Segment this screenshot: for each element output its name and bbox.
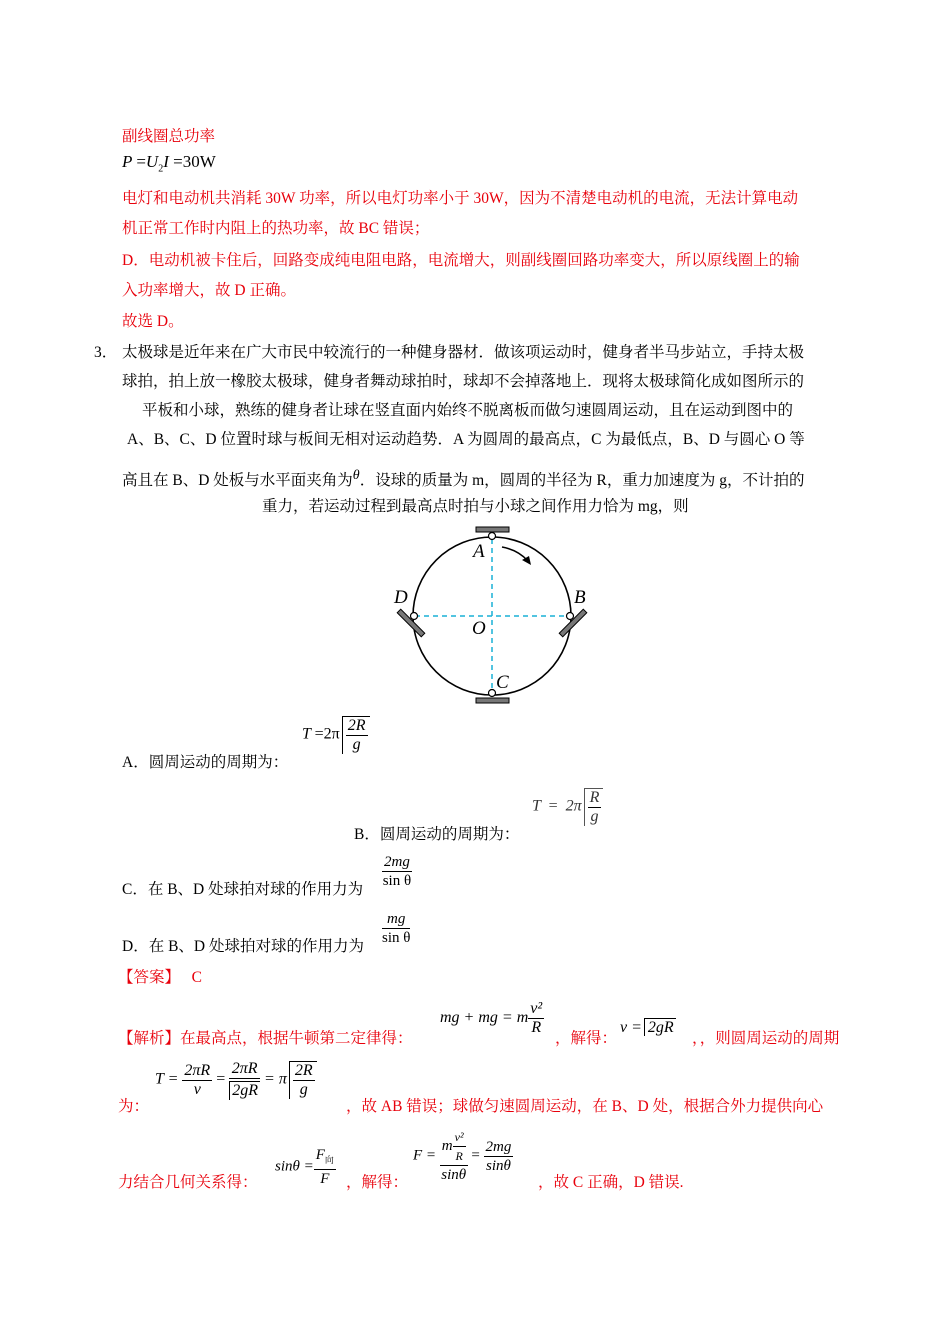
option-b-label: B．圆周运动的周期为： — [354, 826, 520, 843]
label-d: D — [394, 587, 408, 608]
text-line: 电灯和电动机共消耗 30W 功率，所以电灯功率小于 30W，因为不清楚电动机的电流，无法计算电动 — [122, 190, 799, 207]
text-line: D．电动机被卡住后，回路变成纯电阻电路，电流增大，则副线圈回路功率变大，所以原线圈上的输 — [122, 252, 800, 269]
label-b: B — [574, 587, 586, 608]
analysis-line: 【解析】在最高点，根据牛顿第二定律得： — [118, 1030, 413, 1047]
analysis-label: 【解析】 — [118, 1030, 181, 1047]
text-line: 机正常工作时内阻上的热功率，故 BC 错误； — [122, 220, 430, 237]
analysis-text: ，，则圆周运动的周期 — [692, 1030, 840, 1047]
option-a-formula: T =2π $\frac{2R}{g}$ — [302, 716, 370, 754]
analysis-formula-force: F = m $\frac{\text{v²}}{R}$ sinθ = $\frac{2mg}{\sin\theta}$ — [413, 1130, 512, 1183]
question-line: A、B、C、D 位置时球与板间无相对运动趋势．A 为圆周的最高点，C 为最低点，B、D 与圆心 O 等 — [127, 431, 805, 448]
analysis-text: ，解得： — [555, 1030, 618, 1047]
formula-power: $P =U_2I =30W$ — [122, 152, 216, 175]
analysis-formula-newton: mg + mg = m $\frac{\text{v²}}{R}$ — [440, 1000, 543, 1036]
analysis-text: 为： — [118, 1098, 150, 1115]
question-line: 高且在 B、D 处板与水平面夹角为θ．设球的质量为 m，圆周的半径为 R，重力加速度为 g，不计拍的 — [122, 468, 805, 489]
label-a: A — [473, 541, 485, 562]
analysis-formula-period: T = $\frac{2\pi R}{v}$ = $\frac{2\pi R}{2gR}$ = π $\frac{2R}{g}$ — [155, 1060, 317, 1100]
question-line: 太极球是近年来在广大市民中较流行的一种健身器材．做该项运动时，健身者半马步站立，手持太极 — [122, 344, 805, 361]
answer-label: 【答案】 — [118, 969, 181, 986]
label-c: C — [496, 672, 509, 693]
question-number: 3． — [94, 344, 118, 361]
label-o: O — [472, 618, 486, 639]
option-d-label: D．在 B、D 处球拍对球的作用力为 — [122, 938, 364, 955]
question-line: 平板和小球，熟练的健身者让球在竖直面内始终不脱离板而做匀速圆周运动，且在运动到图中的 — [142, 402, 794, 419]
answer — [118, 968, 202, 988]
option-b-formula: T = 2π $\frac{R}{g}$ — [532, 788, 603, 826]
analysis-text: ，故 AB 错误；球做匀速圆周运动，在 B、D 处，根据合外力提供向心 — [346, 1098, 824, 1115]
option-d-formula: $\frac{mg}{\text{sin θ}}$ — [382, 911, 411, 946]
circle-diagram — [388, 525, 598, 710]
text-line: 入功率增大，故 D 正确。 — [122, 282, 296, 299]
option-a-label: A．圆周运动的周期为： — [122, 754, 289, 771]
conclusion: 故选 D。 — [122, 313, 184, 330]
option-c-label: C．在 B、D 处球拍对球的作用力为 — [122, 881, 364, 898]
text-line: 副线圈总功率 — [122, 128, 216, 145]
analysis-formula-sin: sinθ = $\frac{F_向}{F}$ — [275, 1147, 334, 1187]
theta-symbol: θ — [352, 468, 360, 483]
option-c-formula: $\frac{2mg}{\text{sin θ}}$ — [382, 854, 412, 889]
question-line: 重力，若运动过程到最高点时拍与小球之间作用力恰为 mg，则 — [262, 498, 689, 515]
analysis-text: ，解得： — [346, 1174, 409, 1191]
analysis-formula-v: v = 2gR — [620, 1019, 674, 1036]
analysis-text: ，故 C 正确，D 错误. — [538, 1174, 684, 1191]
analysis-text: 力结合几何关系得： — [118, 1174, 258, 1191]
answer-value: C — [191, 969, 202, 986]
question-line: 球拍，拍上放一橡胶太极球，健身者舞动球拍时，球却不会掉落地上．现将太极球简化成如图所示的 — [122, 373, 805, 390]
